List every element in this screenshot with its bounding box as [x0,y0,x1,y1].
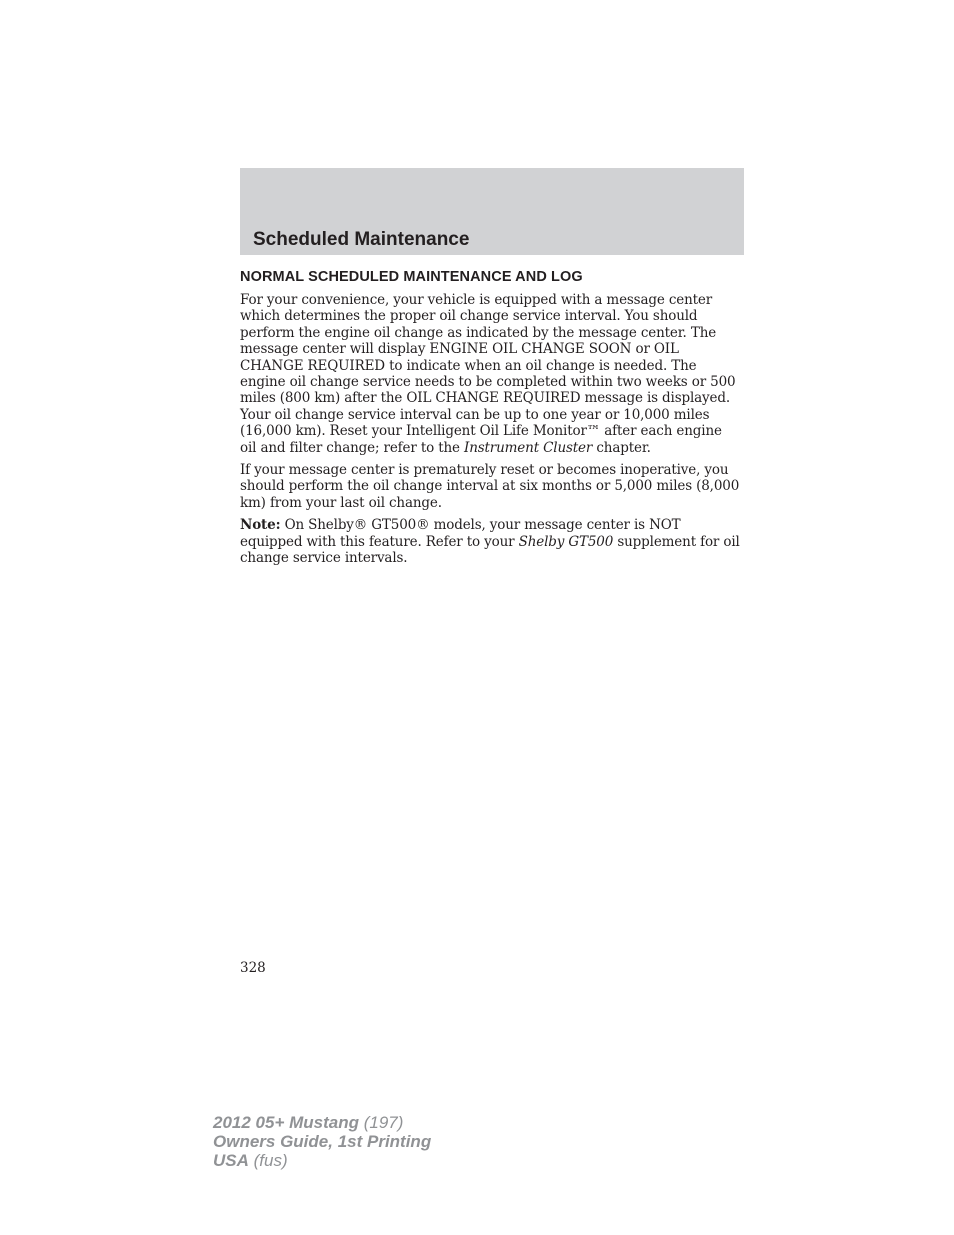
paragraph-oil-change [240,292,740,456]
note-text: On Shelby® GT500® models, your message center is NOT equipped with this feature. Refer to your [240,517,681,550]
note-label: Note: [240,517,281,534]
footer-market-code: (fus) [253,1151,288,1170]
subheading: NORMAL SCHEDULED MAINTENANCE AND LOG [240,269,583,285]
footer-line-3 [213,1151,431,1170]
paragraph-tail: chapter. [596,439,651,456]
section-title: Scheduled Maintenance [253,229,470,250]
chapter-reference: Instrument Cluster [464,439,593,456]
supplement-reference: Shelby GT500 [518,533,614,550]
page-number: 328 [240,960,266,976]
main-content [240,268,740,573]
paragraph-inoperative: If your message center is prematurely reset or becomes inoperative, you should perform the oil change interval at six months or 5,000 miles (8,000 km) from your last oil change. [240,462,740,511]
footer-market: USA [213,1151,249,1170]
footer-line-1 [213,1113,431,1132]
section-header-band [240,168,744,255]
paragraph-text: For your convenience, your vehicle is equipped with a message center which determines the proper oil change service interval. You should perform the engine oil change as indicated by the message center. The message center will display ENGINE OIL CHANGE SOON or OIL CHANGE REQUIRED to indicate when an oil change is needed. The engine oil change service needs to be completed within two weeks or 500 miles (800 km) after the OIL CHANGE REQUIRED message is displayed. Your oil change service interval can be up to one year or 10,000 miles (16,000 km). Reset your Intelligent Oil Life Monitor™ after each engine oil and filter change; refer to the [240,292,736,456]
footer-line-2: Owners Guide, 1st Printing [213,1132,432,1151]
footer-imprint [213,1113,431,1170]
note-tail: supplement for oil change service intervals. [240,533,740,567]
footer-model: 2012 05+ Mustang [213,1113,359,1132]
footer-model-code: (197) [363,1113,404,1132]
note-paragraph [240,517,740,566]
